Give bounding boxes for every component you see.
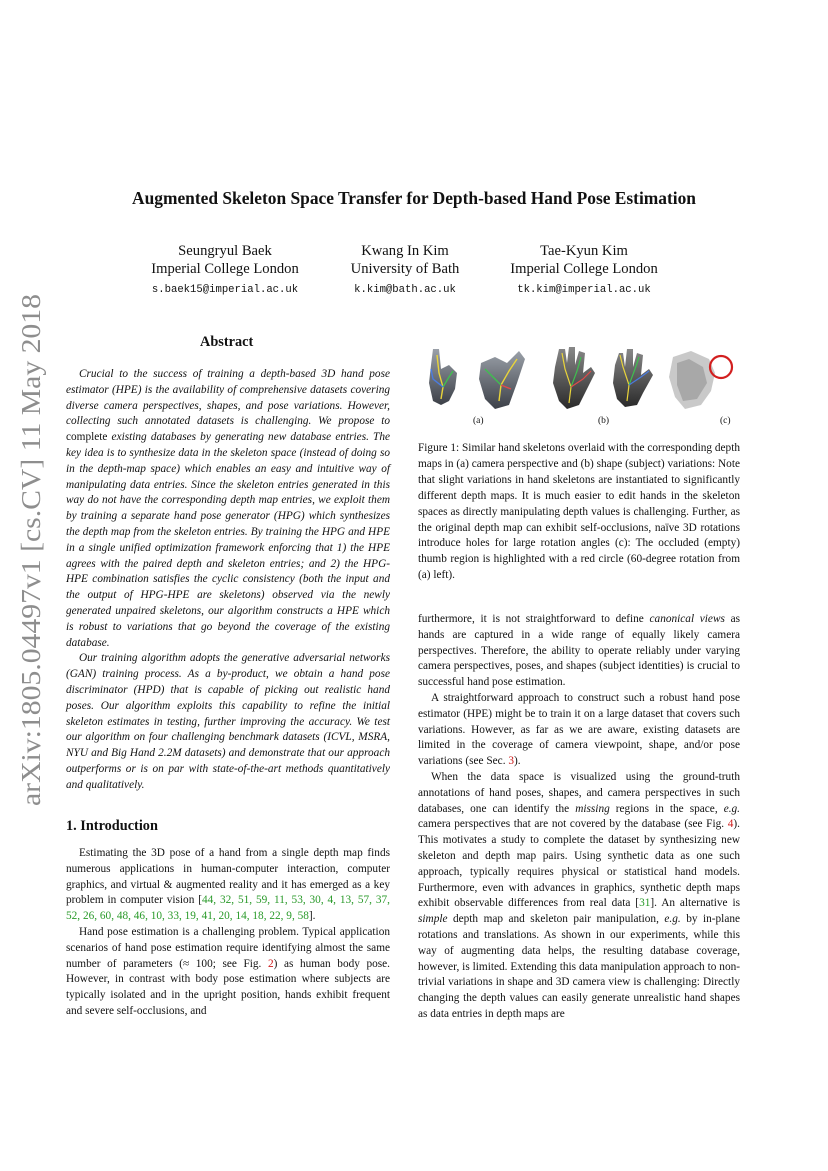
body-paragraph [66,846,390,925]
body-emphasis: canonical views [649,613,725,625]
abstract-paragraph [66,367,390,651]
figure-label-a: (a) [473,416,484,426]
body-text: by in-plane rotations and translations. As shown in our experiments, while this way of augmenting data helps, the resulting database coverage, however, is limited. Extending this data manipulation approach to non-trivial variations in shape and 3D camera view is challenging: Directly changing the depth values can easily generate unrealistic hand shapes as data entries in depth maps are [418,913,740,1020]
right-column-body [418,612,740,1023]
author-affiliation: Imperial College London [510,261,658,277]
body-text: ) as human body pose. However, in contrast with body pose estimation where subjects are typically isolated and in the upright position, hands exhibit frequent and severe self-occlusions, and [66,957,391,1017]
author-block [140,242,310,299]
abstract-paragraph: Our training algorithm adopts the generative adversarial networks (GAN) training process. As a by-product, we obtain a hand pose discriminator (HPD) that is capable of picking out realistic hand poses. Our algorithm exploits this capability to refine the initial skeleton estimates in testing, further improving the accuracy. We test our algorithm on four challenging benchmark datasets (ICVL, MSRA, NYU and Big Hand 2.2M datasets) and demonstrate that our approach outperforms or is on par with state-of-the-art methods quantitatively and qualitatively. [66,652,390,791]
body-text: camera perspectives that are not covered by the database (see Fig. [418,818,728,831]
author-email[interactable]: tk.kim@imperial.ac.uk [517,284,651,296]
section-reference-link[interactable]: 3 [508,755,514,768]
hand-depth-map-b1 [553,347,595,409]
figure-label-b: (b) [598,416,610,426]
arxiv-identifier-stamp [2,290,50,810]
abstract-emphasis: complete [66,431,108,444]
abstract-text: existing databases by generating new database entries. The key idea is to synthesize data in the skeleton space (instead of doing so in the depth-map space) which enables an easy and intuitive way of manipulating data entries. Since the skeleton entries generated in this way do not have the corresponding depth map entries, we exploit them by training a separate hand pose generator (HPG) which synthesizes the depth map from the skeleton entries. By training the HPG and HPE in a single unified optimization framework enforcing that 1) the HPE agrees with the paired depth and skeleton entries; and 2) the HPG-HPE combination satisfies the cyclic consistency (both the input and the output of HPG-HPE are skeletons) observed via the newly generated unpaired skeletons, our algorithm constructs a HPE which is robust to variations that go beyond the coverage of the existing database. [66,431,390,649]
citation-links[interactable]: 44, 32, 51, 59, 11, 53, 30, 4, 13, 57, 37, 52, 26, 60, 48, 46, 10, 33, 19, 41, 20, 14, 18, 22, 9, 58 [66,894,390,923]
figure-reference-link[interactable]: 4 [727,818,734,831]
body-paragraph [418,770,740,1023]
author-name: Seungryul Baek [178,243,272,259]
author-email[interactable]: k.kim@bath.ac.uk [354,284,456,296]
occlusion-highlight-circle [710,356,732,378]
introduction-body [66,846,390,1020]
section-heading-introduction: 1. Introduction [66,818,158,834]
author-name: Tae-Kyun Kim [540,243,628,259]
author-affiliation: University of Bath [350,261,460,277]
body-paragraph [418,691,740,770]
author-block [342,242,468,299]
body-text: ]. An alternative is [650,897,740,910]
body-text: as hands are captured in a wide range of equally likely camera perspectives. Therefore, the ability to operate reliably under varying camera perspectives, poses, and shapes (subject identities) is crucial to successful hand pose estimation. [418,613,740,689]
author-affiliation: Imperial College London [151,261,299,277]
body-paragraph [418,612,740,691]
figure-label-c: (c) [720,416,731,426]
body-text: When the data space is visualized using the ground-truth annotations of hand poses, shapes, and camera perspectives in such databases, one can identify the [418,770,740,815]
figure-reference-link[interactable]: 2 [267,957,274,970]
figure-1-caption: Figure 1: Similar hand skeletons overlaid with the corresponding depth maps in (a) camera perspective and (b) shape (subject) variations: Note that slight variations in hand skeletons are instantiated to significantly different depth maps. It is much easier to edit hands in the skeleton spaces as directly manipulating depth values is challenging. Further, as the original depth map can exhibit self-occlusions, naïve 3D rotations introduce holes for large rotation angles (c): The occluded (empty) thumb region is highlighted with a red circle (60-degree rotation from (a) left). [418,442,740,582]
body-emphasis: simple [418,913,448,926]
body-text: ]. [308,910,316,923]
author-name: Kwang In Kim [361,243,449,259]
hand-depth-map-a1 [429,349,457,405]
hand-depth-map-b2 [613,349,653,407]
body-emphasis: missing [575,802,610,815]
figure-1-hand-depth-maps [419,343,741,433]
body-emphasis: e.g. [723,802,740,815]
body-text: ). [514,755,521,768]
body-text: Estimating the 3D pose of a hand from a single depth map finds numerous applications in human-computer interaction, computer graphics, and virtual & augmented reality and it has emerged as a key problem in computer vision [ [66,847,390,907]
hand-depth-map-a2 [479,351,525,409]
body-text: Hand pose estimation is a challenging problem. Typical application scenarios of hand pose estimation require identifying almost the same number of parameters (≈ 100; see Fig. [66,925,390,970]
body-paragraph [66,925,390,1020]
abstract-heading: Abstract [200,334,254,350]
body-emphasis: e.g. [664,913,681,926]
body-text: depth map and skeleton pair manipulation, [447,913,665,926]
arxiv-identifier-text: arXiv:1805.04497v1 [cs.CV] 11 May 2018 [15,331,46,806]
hand-rotated-point-cloud-c [669,351,732,409]
abstract-text: Crucial to the success of training a depth-based 3D hand pose estimator (HPE) is the availability of comprehensive datasets covering diverse camera perspectives, shapes, and pose variations. However, collecting such annotated datasets is challenging. We propose to [66,368,390,428]
author-email[interactable]: s.baek15@imperial.ac.uk [151,284,299,296]
body-text: furthermore, it is not straightforward to define [418,613,650,625]
body-text: ). This motivates a study to complete the dataset by synthesizing new skeleton and depth map pairs. Using synthetic data as one such approach, typically requires physical or statistical hand models. Furthermore, even with advances in graphics, synthetic depth maps exhibit observable differences from real data [ [418,818,740,910]
citation-link[interactable]: 31 [639,897,651,910]
abstract-body [66,367,390,794]
body-text: regions in the space, [609,802,724,815]
author-block [500,242,668,299]
paper-title: Augmented Skeleton Space Transfer for Depth-based Hand Pose Estimation [132,188,696,208]
body-text: A straightforward approach to construct such a robust hand pose estimator (HPE) might be to train it on a large dataset that covers such variations. However, as far as we are aware, existing datasets are limited in the coverage of camera viewpoint, shape, and/or pose variations (see Sec. [418,691,740,768]
